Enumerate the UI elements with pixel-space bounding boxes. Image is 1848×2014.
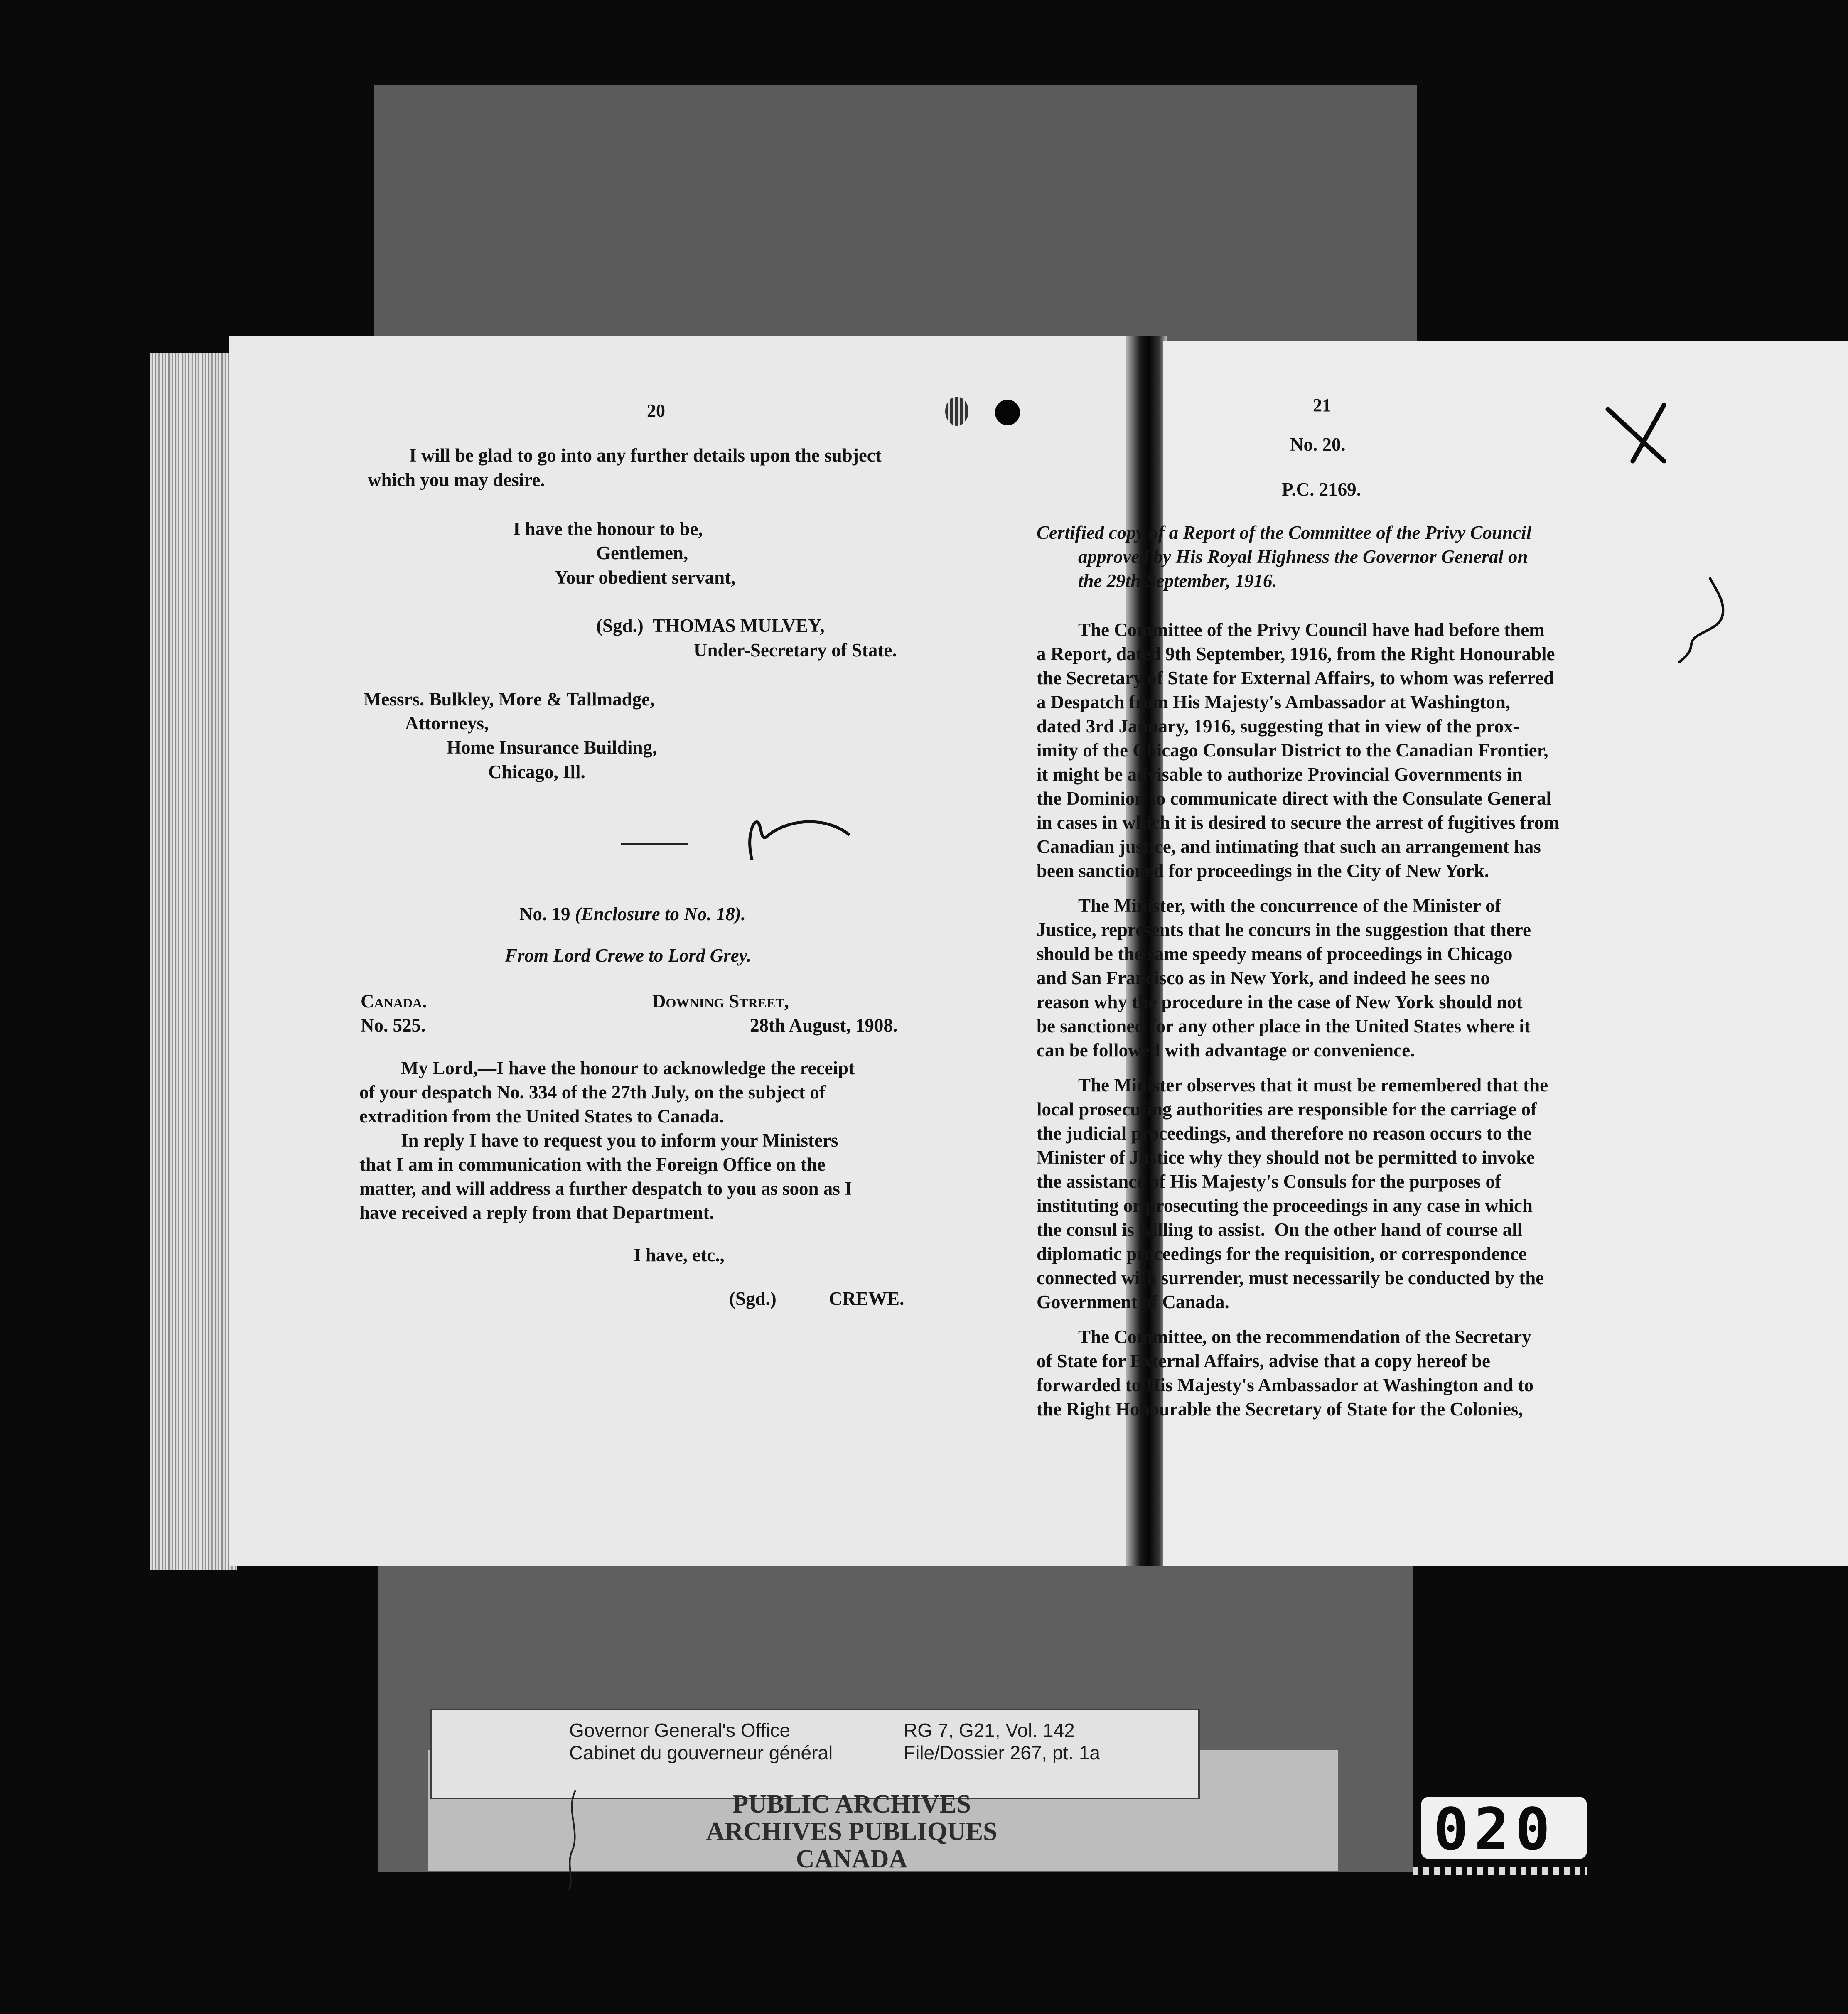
page-edges xyxy=(150,353,237,1570)
report-line: a Report, dated 9th September, 1916, from the Right Honourable xyxy=(1037,643,1555,664)
letter-line: extradition from the United States to Canada. xyxy=(359,1106,724,1127)
report-line: should be the same speedy means of proceedings in Chicago xyxy=(1037,943,1513,964)
report-line: Government of Canada. xyxy=(1037,1292,1229,1312)
certified-heading: the 29th September, 1916. xyxy=(1078,570,1277,591)
office-en: Governor General's Office xyxy=(569,1719,791,1741)
backboard-top xyxy=(374,85,1417,376)
right-page-number: 21 xyxy=(1313,395,1331,415)
binding-hole xyxy=(995,400,1020,425)
closing-line: Gentlemen, xyxy=(596,543,688,563)
report-line: the judicial proceedings, and therefore no reason occurs to the xyxy=(1037,1123,1532,1144)
pc-number: P.C. 2169. xyxy=(1282,479,1361,500)
doc-19-enclosure: (Enclosure to No. 18). xyxy=(575,904,746,924)
report-line: dated 3rd January, 1916, suggesting that in view of the prox- xyxy=(1037,716,1519,737)
report-line: diplomatic proceedings for the requisition, or correspondence xyxy=(1037,1243,1527,1264)
report-line: the assistance of His Majesty's Consuls for the purposes of xyxy=(1037,1171,1501,1192)
letter-line: matter, and will address a further despatch to you as soon as I xyxy=(359,1178,852,1199)
binding-hole xyxy=(945,397,968,426)
place-right: Downing Street, xyxy=(652,991,789,1012)
addressee-line: Messrs. Bulkley, More & Tallmadge, xyxy=(364,689,655,710)
report-line: and San Francisco as in New York, and indeed he sees no xyxy=(1037,968,1490,988)
ref-file: File/Dossier 267, pt. 1a xyxy=(904,1742,1101,1763)
letter-line: In reply I have to request you to inform your Ministers xyxy=(401,1130,838,1151)
report-line: local prosecuting authorities are responsible for the carriage of xyxy=(1037,1099,1537,1120)
doc-20-number: No. 20. xyxy=(1290,434,1346,455)
letter-line: have received a reply from that Department. xyxy=(359,1202,714,1223)
report-line: connected with surrender, must necessarily be conducted by the xyxy=(1037,1267,1544,1288)
doc-19-from: From Lord Crewe to Lord Grey. xyxy=(505,945,752,966)
report-line: the consul is willing to assist. On the other hand of course all xyxy=(1037,1219,1523,1240)
signature-name: THOMAS MULVEY, xyxy=(652,615,825,636)
report-line: the Secretary of State for External Affairs, to whom was referred xyxy=(1037,668,1554,688)
report-line: Justice, represents that he concurs in the suggestion that there xyxy=(1037,919,1531,940)
archive-stamp xyxy=(644,1790,1059,1873)
closing-line: Your obedient servant, xyxy=(555,567,736,588)
report-line: The Minister observes that it must be remembered that the xyxy=(1078,1075,1548,1095)
report-line: can be followed with advantage or convenience. xyxy=(1037,1040,1415,1061)
addressee-line: Chicago, Ill. xyxy=(488,761,585,782)
closing-line: I have the honour to be, xyxy=(513,518,703,539)
crewe-sgd: (Sgd.) xyxy=(729,1288,777,1309)
film-perforations xyxy=(1413,1867,1587,1875)
place-left: No. 525. xyxy=(361,1015,426,1036)
stamp-line: ARCHIVES PUBLIQUES xyxy=(706,1818,998,1846)
certified-heading: Certified copy of a Report of the Committee of the Privy Council xyxy=(1037,522,1532,543)
left-para1-line: which you may desire. xyxy=(368,469,545,490)
report-line: the Right Honourable the Secretary of State for the Colonies, xyxy=(1037,1399,1523,1420)
handwritten-initial-mark xyxy=(744,810,860,868)
report-line: be sanctioned for any other place in the United States where it xyxy=(1037,1016,1531,1036)
doc-19-number: No. 19 xyxy=(519,904,570,924)
handwritten-x-mark xyxy=(1602,399,1672,469)
report-line: instituting or prosecuting the proceedings in any case in which xyxy=(1037,1195,1533,1216)
certified-heading: approved by His Royal Highness the Governor General on xyxy=(1078,546,1528,567)
report-line: been sanctioned for proceedings in the City of New York. xyxy=(1037,860,1489,881)
report-line: imity of the Chicago Consular District to the Canadian Frontier, xyxy=(1037,740,1548,761)
stamp-line: PUBLIC ARCHIVES xyxy=(732,1790,971,1818)
letter-ending: I have, etc., xyxy=(634,1245,725,1265)
report-line: The Committee of the Privy Council have had before them xyxy=(1078,619,1545,640)
crewe-name: CREWE. xyxy=(829,1288,904,1309)
place-right: 28th August, 1908. xyxy=(750,1015,898,1036)
report-line: reason why the procedure in the case of New York should not xyxy=(1037,992,1523,1012)
report-line: The Committee, on the recommendation of the Secretary xyxy=(1078,1326,1531,1347)
letter-line: of your despatch No. 334 of the 27th July, on the subject of xyxy=(359,1082,826,1103)
addressee-line: Attorneys, xyxy=(405,713,489,734)
frame-number: 020 xyxy=(1433,1796,1556,1864)
letter-line: My Lord,—I have the honour to acknowledge the receipt xyxy=(401,1058,855,1078)
stamp-line: CANADA xyxy=(796,1845,908,1873)
report-line: of State for External Affairs, advise that a copy hereof be xyxy=(1037,1351,1490,1371)
rule-line xyxy=(621,843,688,845)
ref-rg: RG 7, G21, Vol. 142 xyxy=(904,1719,1075,1741)
sgd-text: (Sgd.) xyxy=(596,615,644,636)
report-line: a Despatch from His Majesty's Ambassador at Washington, xyxy=(1037,692,1511,712)
report-line: The Minister, with the concurrence of the Minister of xyxy=(1078,895,1501,916)
report-line: Canadian justice, and intimating that such an arrangement has xyxy=(1037,836,1541,857)
handwritten-stroke-mark xyxy=(557,1786,590,1894)
doc-19-heading xyxy=(519,902,746,926)
handwritten-bracket-mark xyxy=(1670,573,1732,677)
letter-line: that I am in communication with the Foreign Office on the xyxy=(359,1154,826,1175)
office-fr: Cabinet du gouverneur général xyxy=(569,1742,833,1763)
addressee-line: Home Insurance Building, xyxy=(447,737,657,758)
report-line: in cases in which it is desired to secure the arrest of fugitives from xyxy=(1037,812,1559,833)
signature-sgd xyxy=(596,614,825,637)
report-line: the Dominion to communicate direct with the Consulate General xyxy=(1037,788,1552,809)
report-line: forwarded to His Majesty's Ambassador at Washington and to xyxy=(1037,1375,1533,1395)
report-line: it might be advisable to authorize Provincial Governments in xyxy=(1037,764,1523,785)
left-para1-line: I will be glad to go into any further details upon the subject xyxy=(409,445,882,466)
place-left: Canada. xyxy=(361,991,427,1012)
left-page-number: 20 xyxy=(647,400,665,421)
signature-title: Under-Secretary of State. xyxy=(694,640,897,661)
frame-counter xyxy=(1421,1796,1587,1864)
report-line: Minister of Justice why they should not be permitted to invoke xyxy=(1037,1147,1535,1168)
